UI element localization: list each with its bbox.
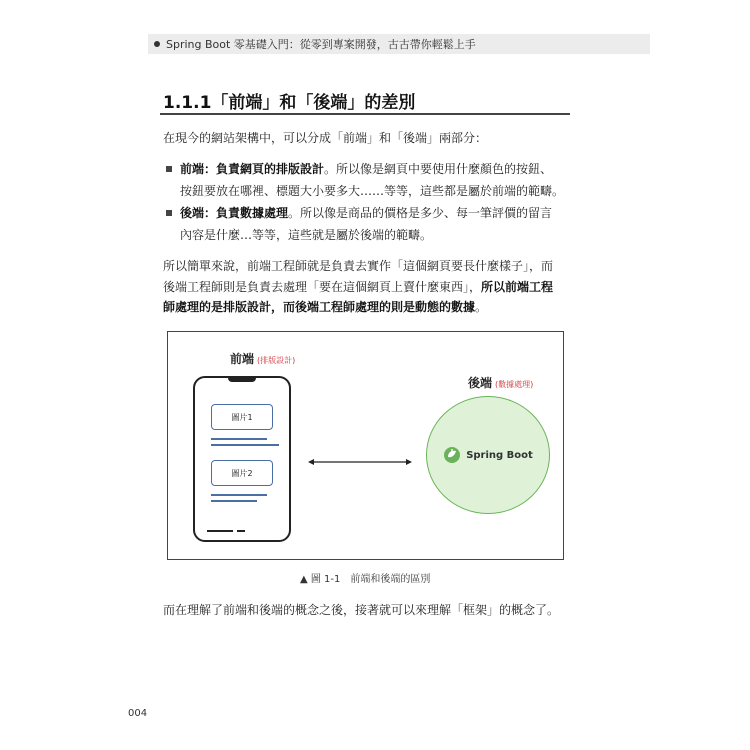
summary-line2 [163, 276, 553, 298]
phone-icon [193, 376, 291, 542]
summary-line3-end: 。 [475, 300, 488, 314]
text-line-decoration [211, 444, 279, 446]
bullet-dot-icon [154, 41, 160, 47]
backend-label-text: 後端 [468, 376, 493, 390]
title-underline [160, 113, 570, 115]
page-number: 004 [128, 708, 148, 719]
square-bullet-icon [166, 166, 172, 172]
bullet-frontend-line2: 按鈕要放在哪裡、標題大小要多大……等等，這些都是屬於前端的範疇。 [180, 184, 565, 198]
spring-leaf-icon [443, 446, 461, 464]
frontend-backend-figure [167, 331, 564, 560]
frontend-sublabel: (排版設計) [257, 356, 296, 365]
home-bar [207, 530, 233, 532]
summary-line2-normal: 後端工程師則是負責去處理「要在這個網頁上賣什麼東西」， [163, 280, 482, 294]
bullet-frontend-text: 。所以像是網頁中要使用什麼顏色的按鈕、 [324, 162, 553, 176]
text-line-decoration [211, 500, 257, 502]
bullet-backend-bold: 後端：負責數據處理 [180, 206, 289, 220]
home-bar-dot [237, 530, 245, 532]
double-arrow-icon [308, 457, 412, 467]
backend-label [468, 374, 533, 391]
bullet-frontend-line1 [180, 158, 552, 180]
spring-boot-text: Spring Boot [466, 449, 533, 461]
text-line-decoration [211, 494, 267, 496]
spring-boot-logo [443, 446, 533, 464]
image-placeholder-1: 圖片1 [211, 404, 273, 430]
figure-caption: ▲ 圖 1-1 前端和後端的區別 [300, 574, 431, 585]
image-placeholder-2: 圖片2 [211, 460, 273, 486]
intro-paragraph: 在現今的網站架構中，可以分成「前端」和「後端」兩部分： [163, 131, 488, 145]
summary-line3 [163, 296, 487, 318]
frontend-label-text: 前端 [230, 352, 255, 366]
backend-circle [426, 396, 550, 514]
bullet-backend-line2: 內容是什麼…等等，這些就是屬於後端的範疇。 [180, 228, 433, 242]
square-bullet-icon [166, 210, 172, 216]
summary-line3-bold: 師處理的是排版設計，而後端工程師處理的則是動態的數據 [163, 300, 476, 314]
bullet-backend-line1 [180, 202, 552, 224]
closing-paragraph: 而在理解了前端和後端的概念之後，接著就可以來理解「框架」的概念了。 [163, 603, 560, 617]
summary-line2-bold: 所以前端工程 [481, 280, 554, 294]
phone-notch [228, 376, 256, 382]
frontend-label [230, 350, 295, 367]
section-title: 1.1.1「前端」和「後端」的差別 [163, 93, 416, 113]
summary-line1: 所以簡單來說，前端工程師就是負責去實作「這個網頁要長什麼樣子」，而 [163, 259, 554, 273]
bullet-frontend-bold: 前端：負責網頁的排版設計 [180, 162, 325, 176]
running-header [148, 34, 650, 54]
text-line-decoration [211, 438, 267, 440]
bullet-backend-text: 。所以像是商品的價格是多少、每一筆評價的留言 [288, 206, 553, 220]
book-title: Spring Boot 零基礎入門：從零到專案開發，古古帶你輕鬆上手 [166, 38, 476, 51]
backend-sublabel: (數據處理) [495, 380, 534, 389]
